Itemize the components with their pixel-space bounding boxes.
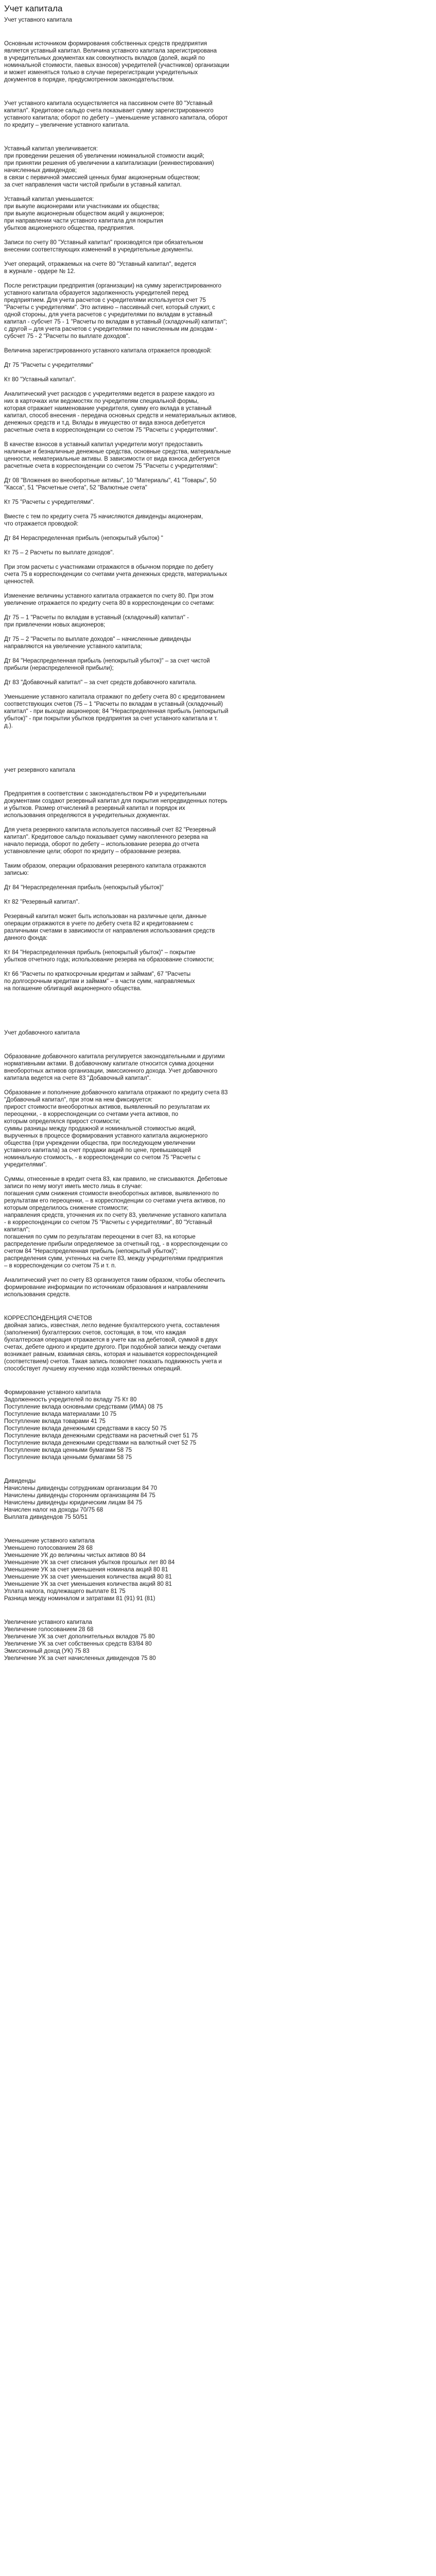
text-line: направления средств, уточнения их по счету 83, увеличение уставного капитала <box>4 1212 226 1218</box>
text-line: при выкупе акционерным обществом акций у акционеров; <box>4 211 164 217</box>
text-line: общества (при учреждении общества, при последующем увеличении <box>4 1140 196 1146</box>
text-line: при направлении части уставного капитала для покрытия <box>4 218 163 224</box>
text-line: Дт 84 "Нераспределенная прибыль (непокрытый убыток)" <box>4 885 164 891</box>
text-line: возникает равным, взаимная связь, которая и называется корреспонденцией <box>4 1351 218 1358</box>
text-line: Кт 66 "Расчеты по краткосрочным кредитам и займам", 67 "Расчеты <box>4 971 191 977</box>
text-line: Учет уставного капитала осуществляется на пассивном счете 80 "Уставный <box>4 100 213 107</box>
text-line: капитал"; <box>4 1227 30 1233</box>
document-body <box>4 16 427 1662</box>
text-line: с другой – для учета расчетов с учредителями по начисленным им доходам - <box>4 326 217 332</box>
text-line: Уплата налога, подлежащего выплате 81 75 <box>4 1588 126 1595</box>
text-line: которым определялся прирост стоимости; <box>4 1118 121 1125</box>
text-line: В качестве взносов в уставный капитал учредители могут предоставить <box>4 442 203 448</box>
text-line: увеличение отражается по кредиту счета 80 в корреспонденции со счетами: <box>4 600 215 606</box>
text-line: Дт 75 – 1 "Расчеты по вкладам в уставный (складочный) капитал" - <box>4 615 189 621</box>
text-line: нормативными актами. В добавочному капитале относится сумма дооценки <box>4 1061 214 1067</box>
text-line: Кт 84 "Нераспределенная прибыль (непокрытый убыток)" – покрытие <box>4 950 196 956</box>
text-line: результатам его переоценки, – в корреспонденции со счетами учета активов, по <box>4 1198 225 1204</box>
text-line: Дт 84 "Нераспределенная прибыль (непокрытый убыток)" – за счет чистой <box>4 658 210 664</box>
text-line: них в карточках или ведомостях по учредителям специальной формы, <box>4 398 199 404</box>
text-line: что отражается проводкой: <box>4 521 79 527</box>
text-line: документов в порядке, предусмотренном законодательством. <box>4 77 175 83</box>
text-line: уставновление цели; оборот по кредиту – образование резерва. <box>4 849 181 855</box>
text-line: Образование добавочного капитала регулируется законодательными и другими <box>4 1054 225 1060</box>
text-line: на погашение облигаций акционерного общества. <box>4 986 142 992</box>
text-line: Эмиссионный доход (УК) 75 83 <box>4 1648 90 1654</box>
paragraph <box>4 549 427 556</box>
text-line: вырученных в процессе формирования уставного капитала акционерного <box>4 1133 208 1139</box>
text-line: которая отражает наименование учредителя, сумму его вклада в уставный <box>4 405 212 412</box>
text-line: Уменьшение УК за счет уменьшения количества акций 80 81 <box>4 1581 172 1587</box>
text-line: наличные и безналичные денежные средства, основные средства, материальные <box>4 449 231 455</box>
text-line: счета 75 в корреспонденции со счетами учета денежных средств, материальных <box>4 571 228 578</box>
text-line: При этом расчеты с участниками отражаются в обычном порядке по дебету <box>4 564 214 570</box>
text-line: Поступление вклада товарами 41 75 <box>4 1418 106 1425</box>
text-line: Дт 75 "Расчеты с учредителями" <box>4 362 94 368</box>
text-line: Учет добавочного капитала <box>4 1030 80 1036</box>
text-line: формирование информации по источникам образования и направлениям <box>4 1284 208 1291</box>
text-line: (заполнения) бухгалтерских счетов, состоящая, в том, что каждая <box>4 1330 186 1336</box>
text-line: - в корреспонденции со счетом 75 "Расчеты с учредителями", 80 "Уставный <box>4 1219 213 1226</box>
paragraph <box>4 826 427 855</box>
text-line: номинальную стоимость, - в корреспонденции со счетом 75 "Расчеты с <box>4 1155 201 1161</box>
text-line: Поступление вклада денежными средствами на валютный счет 52 75 <box>4 1440 197 1446</box>
text-line: ценностей. <box>4 579 34 585</box>
text-line: Формирование уставного капитала <box>4 1389 101 1396</box>
text-line: Увеличение голосованием 28 68 <box>4 1626 94 1633</box>
paragraph <box>4 362 427 369</box>
text-line: Аналитический учет по счету 83 организуется таким образом, чтобы обеспечить <box>4 1277 225 1283</box>
text-line: уставного капитала) за счет продажи акций по цене, превышающей <box>4 1147 191 1154</box>
text-line: (соответствием) счетов. Такая запись позволяет показать подвижность учета и <box>4 1359 222 1365</box>
text-line: Поступление вклада денежными средствами на расчетный счет 51 75 <box>4 1433 198 1439</box>
text-line: Кт 75 "Расчеты с учредителями". <box>4 499 95 505</box>
text-line: по долгосрочным кредитам и займам" – в части сумм, направляемых <box>4 978 195 985</box>
text-line: Поступление вклада ценными бумагами 58 75 <box>4 1447 132 1453</box>
text-line: суммы разницы между продажной и номинальной стоимостью акций, <box>4 1126 196 1132</box>
text-line: Начислен налог на доходы 70/75 68 <box>4 1507 103 1513</box>
text-line: Задолженность учредителей по вкладу 75 Кт 80 <box>4 1397 137 1403</box>
text-line: предприятием. Для учета расчетов с учредителями используется счет 75 <box>4 297 206 303</box>
text-line: учет резервного капитала <box>4 767 76 773</box>
text-line: способствует лучшему изучению хода хозяйственных операций. <box>4 1366 182 1372</box>
text-line: Дт 08 "Вложения во внеоборотные активы", 10 "Материалы", 41 "Товары", 50 <box>4 478 217 484</box>
text-line: убытков отчетного года; использование резерва на образование стоимости; <box>4 957 214 963</box>
text-line: Уставный капитал увеличивается: <box>4 146 98 152</box>
paragraph <box>4 1619 427 1662</box>
paragraph <box>4 949 427 963</box>
text-line: за счет направления части чистой прибыли в уставный капитал. <box>4 182 182 188</box>
text-line: "Добавочный капитал", при этом на нем фиксируется: <box>4 1097 153 1103</box>
text-line: Уменьшение УК за счет уменьшения номинала акций 80 81 <box>4 1567 168 1573</box>
text-line: данного фонда: <box>4 935 48 941</box>
text-line: Поступление вклада ценными бумагами 58 75 <box>4 1454 132 1461</box>
text-line: и может изменяться только в случае перерегистрации учредительных <box>4 70 198 76</box>
paragraph <box>4 499 427 506</box>
text-line: Уменьшение уставного капитала отражают по дебету счета 80 с кредитованием <box>4 694 225 700</box>
text-line: переоценки, - в корреспонденции со счетами учета активов, по <box>4 1111 179 1117</box>
text-line: Изменение величины уставного капитала отражается по счету 80. При этом <box>4 593 214 599</box>
text-line: Начислены дивиденды юридическим лицам 84 75 <box>4 1500 143 1506</box>
text-line: Начислены дивиденды сторонним организациям 84 75 <box>4 1493 155 1499</box>
text-line: Учет уставного капитала <box>4 17 73 23</box>
text-line: Уменьшение УК за счет уменьшения количества акций 80 81 <box>4 1574 172 1580</box>
paragraph <box>4 16 427 24</box>
text-line: "Касса", 51 "Расчетные счета", 52 "Валютные счета" <box>4 485 147 491</box>
text-line: в журнале - ордере № 12. <box>4 268 76 275</box>
text-line: Увеличение УК за счет собственных средств 83/84 80 <box>4 1641 152 1647</box>
paragraph <box>4 657 427 672</box>
text-line: Вместе с тем по кредиту счета 75 начисляются дивиденды акционерам, <box>4 514 203 520</box>
text-line: при выкупе акционерами или участниками их общества; <box>4 204 160 210</box>
text-line: Основным источником формирования собственных средств предприятия <box>4 41 207 47</box>
text-line: расчетные счета в корреспонденции со счетом 75 "Расчеты с учредителями". <box>4 427 218 433</box>
paragraph <box>4 862 427 877</box>
text-line: уставного капитала; оборот по дебету – уменьшение уставного капитала, оборот <box>4 115 228 121</box>
paragraph <box>4 535 427 542</box>
text-line: Предприятия в соответствии с законодательством РФ и учредительными <box>4 791 206 797</box>
paragraph <box>4 196 427 232</box>
text-line: капитал, способ внесения - передача основных средств и нематериальных активов, <box>4 413 237 419</box>
text-line: при проведении решения об увеличении номинальной стоимости акций; <box>4 153 204 159</box>
text-line: Дивиденды <box>4 1478 36 1484</box>
text-line: начало периода, оборот по дебету – использование резерва до отчета <box>4 841 199 848</box>
text-line: внесении соответствующих изменений в учредительные документы. <box>4 247 194 253</box>
paragraph <box>4 899 427 906</box>
page-title: Учет капитала <box>4 4 63 13</box>
text-line: начисленных дивидендов; <box>4 167 77 174</box>
paragraph <box>4 239 427 253</box>
text-line: капитал". Кредитовое сальдо счета показывает сумму зарегистрированного <box>4 108 214 114</box>
text-line: которым определилось снижение стоимости; <box>4 1205 129 1211</box>
text-line: Увеличение УК за счет начисленных дивидендов 75 80 <box>4 1655 156 1662</box>
text-line: бухгалтерская операция отражается в учете как на дебетовой, суммой в двух <box>4 1337 218 1343</box>
text-line: Уменьшено голосованием 28 68 <box>4 1545 93 1551</box>
text-line: Кт 80 "Уставный капитал". <box>4 377 76 383</box>
text-line: прибыли (нераспределенной прибыли); <box>4 665 114 671</box>
text-line: Дт 84 Нераспределенная прибыль (непокрытый убыток) " <box>4 535 163 541</box>
text-line: капитал - субсчет 75 - 1 "Расчеты по вкладам в уставный (складочный) капитал"; <box>4 319 228 325</box>
paragraph <box>4 391 427 434</box>
text-line: двойная запись, известная, легло ведение бухгалтерского учета, составления <box>4 1323 220 1329</box>
text-line: Уменьшение уставного капитала <box>4 1538 95 1544</box>
paragraph <box>4 971 427 992</box>
text-line: записью: <box>4 870 29 876</box>
text-line: Таким образом, операции образования резервного капитала отражаются <box>4 863 206 869</box>
paragraph <box>4 282 427 340</box>
paragraph <box>4 1053 427 1082</box>
text-line: учредителями". <box>4 1162 47 1168</box>
text-line: Поступление вклада основными средствами (ИМА) 08 75 <box>4 1404 163 1410</box>
text-line: Начислены дивиденды сотрудникам организации 84 70 <box>4 1485 157 1492</box>
paragraph <box>4 679 427 686</box>
paragraph <box>4 1389 427 1461</box>
text-line: капитал" - при выходе акционеров; 84 "Нераспределенная прибыль (непокрытый <box>4 708 229 715</box>
text-line: субсчет 75 - 2 "Расчеты по выплате доходов". <box>4 333 130 340</box>
text-line: номинальной стоимости, паевых взносов) учредителей (участников) организации <box>4 62 230 69</box>
text-line: Кт 75 – 2 Расчеты по выплате доходов". <box>4 550 114 556</box>
text-line: Увеличение уставного капитала <box>4 1619 92 1625</box>
text-line: капитала ведется на счете 83 "Добавочный капитал". <box>4 1075 151 1081</box>
text-line: Для учета резервного капитала используется пассивный счет 82 "Резервный <box>4 827 216 833</box>
text-line: убыток)" - при покрытии убытков предприятия за счет уставного капитала и т. <box>4 716 218 722</box>
paragraph <box>4 477 427 492</box>
text-line: – в корреспонденции со счетом 75 и т. п. <box>4 1263 116 1269</box>
text-line: при принятии решения об увеличении а капитализации (реинвестирования) <box>4 160 214 166</box>
text-line: Разница между номиналом и затратами 81 (91) 91 (81) <box>4 1596 155 1602</box>
text-line: Увеличение УК за счет дополнительных вкладов 75 80 <box>4 1634 155 1640</box>
text-line: прирост стоимости внеоборотных активов, выявленный по результатам их <box>4 1104 210 1110</box>
text-line: одной стороны, для учета расчетов с учредителями по вкладам в уставный <box>4 312 213 318</box>
paragraph <box>4 40 427 83</box>
text-line: различными счетами в зависимости от направления использования средств <box>4 928 215 934</box>
text-line: Резервный капитал может быть использован на различные цели, данные <box>4 913 207 920</box>
text-line: в связи с первичной эмиссией ценных бумаг акционерным обществом; <box>4 175 200 181</box>
text-line: соответствующих счетов (75 – 1 "Расчеты по вкладам в уставный (складочный) <box>4 701 223 707</box>
text-line: капитал". Кредитовое сальдо показывает сумму накопленного резерва на <box>4 834 208 840</box>
text-line: Образование и пополнение добавочного капитала отражают по кредиту счета 83 <box>4 1090 228 1096</box>
text-line: использования средств. <box>4 1292 71 1298</box>
text-line: Уменьшение УК за счет списания убытков прошлых лет 80 84 <box>4 1560 175 1566</box>
text-line: счетах, дебете одного и кредите другого. При подобной записи между счетами <box>4 1344 221 1350</box>
paragraph <box>4 513 427 528</box>
paragraph <box>4 693 427 730</box>
paragraph <box>4 1315 427 1372</box>
text-line: Дт 83 "Добавочный капитал" – за счет средств добавочного капитала. <box>4 680 197 686</box>
text-line: После регистрации предприятия (организации) на сумму зарегистрированного <box>4 283 222 289</box>
text-line: при привлечении новых акционеров; <box>4 622 106 628</box>
text-line: Уставный капитал уменьшается: <box>4 196 94 202</box>
text-line: Поступление вклада денежными средствами в кассу 50 75 <box>4 1426 167 1432</box>
text-line: Выплата дивидендов 75 50/51 <box>4 1514 88 1520</box>
text-line: Величина зарегистрированного уставного капитала отражается проводкой: <box>4 348 212 354</box>
paragraph <box>4 913 427 942</box>
text-line: счетом 84 "Нераспределенная прибыль (непокрытый убыток)"; <box>4 1248 178 1255</box>
paragraph <box>4 884 427 891</box>
paragraph <box>4 614 427 629</box>
text-line: Учет операций, отражаемых на счете 80 "Уставный капитал", ведется <box>4 261 196 267</box>
text-line: документами создают резервный капитал для покрытия непредвиденных потерь <box>4 798 228 804</box>
paragraph <box>4 100 427 129</box>
text-line: внеоборотных активов организации, эмиссионного дохода. Учет добавочного <box>4 1068 218 1074</box>
text-line: уставного капитала образуется задолженность учредителей перед <box>4 290 188 296</box>
paragraph <box>4 1478 427 1521</box>
text-line: Кт 82 "Резервный капитал". <box>4 899 80 905</box>
text-line: ценности, нематериальные активы. В зависимости от вида взноса дебетуется <box>4 456 220 462</box>
paragraph <box>4 145 427 189</box>
paragraph <box>4 261 427 275</box>
paragraph <box>4 1277 427 1298</box>
text-line: "Расчеты с учредителями". Это активно – пассивный счет, который служит, с <box>4 304 215 311</box>
text-line: д.). <box>4 723 13 729</box>
text-line: расчетные счета в корреспонденции со счетом 75 "Расчеты с учредителями": <box>4 463 218 469</box>
text-line: является уставный капитал. Величина уставного капитала зарегистрирована <box>4 48 217 54</box>
text-line: убытков акционерного общества, предприятия. <box>4 225 135 231</box>
text-line: распределение прибыли определяемое за отчетный год, - в корреспонденции со <box>4 1241 228 1247</box>
paragraph <box>4 1176 427 1269</box>
text-line: Уменьшение УК до величины чистых активов 80 84 <box>4 1552 146 1558</box>
paragraph <box>4 1537 427 1602</box>
text-line: и убытков. Размер отчислений в резервный капитал и порядок их <box>4 805 185 811</box>
text-line: по кредиту – увеличение уставного капитала. <box>4 122 130 128</box>
text-line: записи по нему могут иметь место лишь в случае: <box>4 1183 143 1190</box>
text-line: направляются на увеличение уставного капитала; <box>4 643 143 650</box>
paragraph <box>4 790 427 819</box>
text-line: Записи по счету 80 "Уставный капитал" производятся при обязательном <box>4 240 203 246</box>
text-line: Дт 75 – 2 "Расчеты по выплате доходов" – начисленные дивиденды <box>4 636 191 642</box>
text-line: Поступление вклада материалами 10 75 <box>4 1411 117 1417</box>
paragraph <box>4 1089 427 1168</box>
paragraph <box>4 441 427 470</box>
paragraph <box>4 636 427 650</box>
paragraph <box>4 347 427 354</box>
text-line: Суммы, отнесенные в кредит счета 83, как правило, не списываются. Дебетовые <box>4 1176 228 1182</box>
paragraph <box>4 376 427 383</box>
paragraph <box>4 767 427 774</box>
text-line: денежных средств и т.д. Вклады в имущество от вида взноса дебетуется <box>4 420 205 426</box>
text-line: КОРРЕСПОНДЕНЦИЯ СЧЕТОВ <box>4 1315 92 1321</box>
text-line: Аналитический учет расходов с учредителями ведется в разрезе каждого из <box>4 391 215 397</box>
text-line: в учредительных документах как совокупность вкладов (долей, акций по <box>4 55 205 61</box>
paragraph <box>4 1029 427 1037</box>
text-line: погашения по сумм по результатам переоценки в счет 83, на которые <box>4 1234 196 1240</box>
text-line: использования определяются в учредительных документах. <box>4 812 170 819</box>
text-line: погашения сумм снижения стоимости внеоборотных активов, выявленного по <box>4 1191 219 1197</box>
text-line: распределения сумм, учтенных на счете 83, между учредителями предприятия <box>4 1256 223 1262</box>
paragraph <box>4 564 427 585</box>
paragraph <box>4 592 427 607</box>
text-line: операции отражаются в учете по дебету счета 82 и кредитованием с <box>4 921 194 927</box>
